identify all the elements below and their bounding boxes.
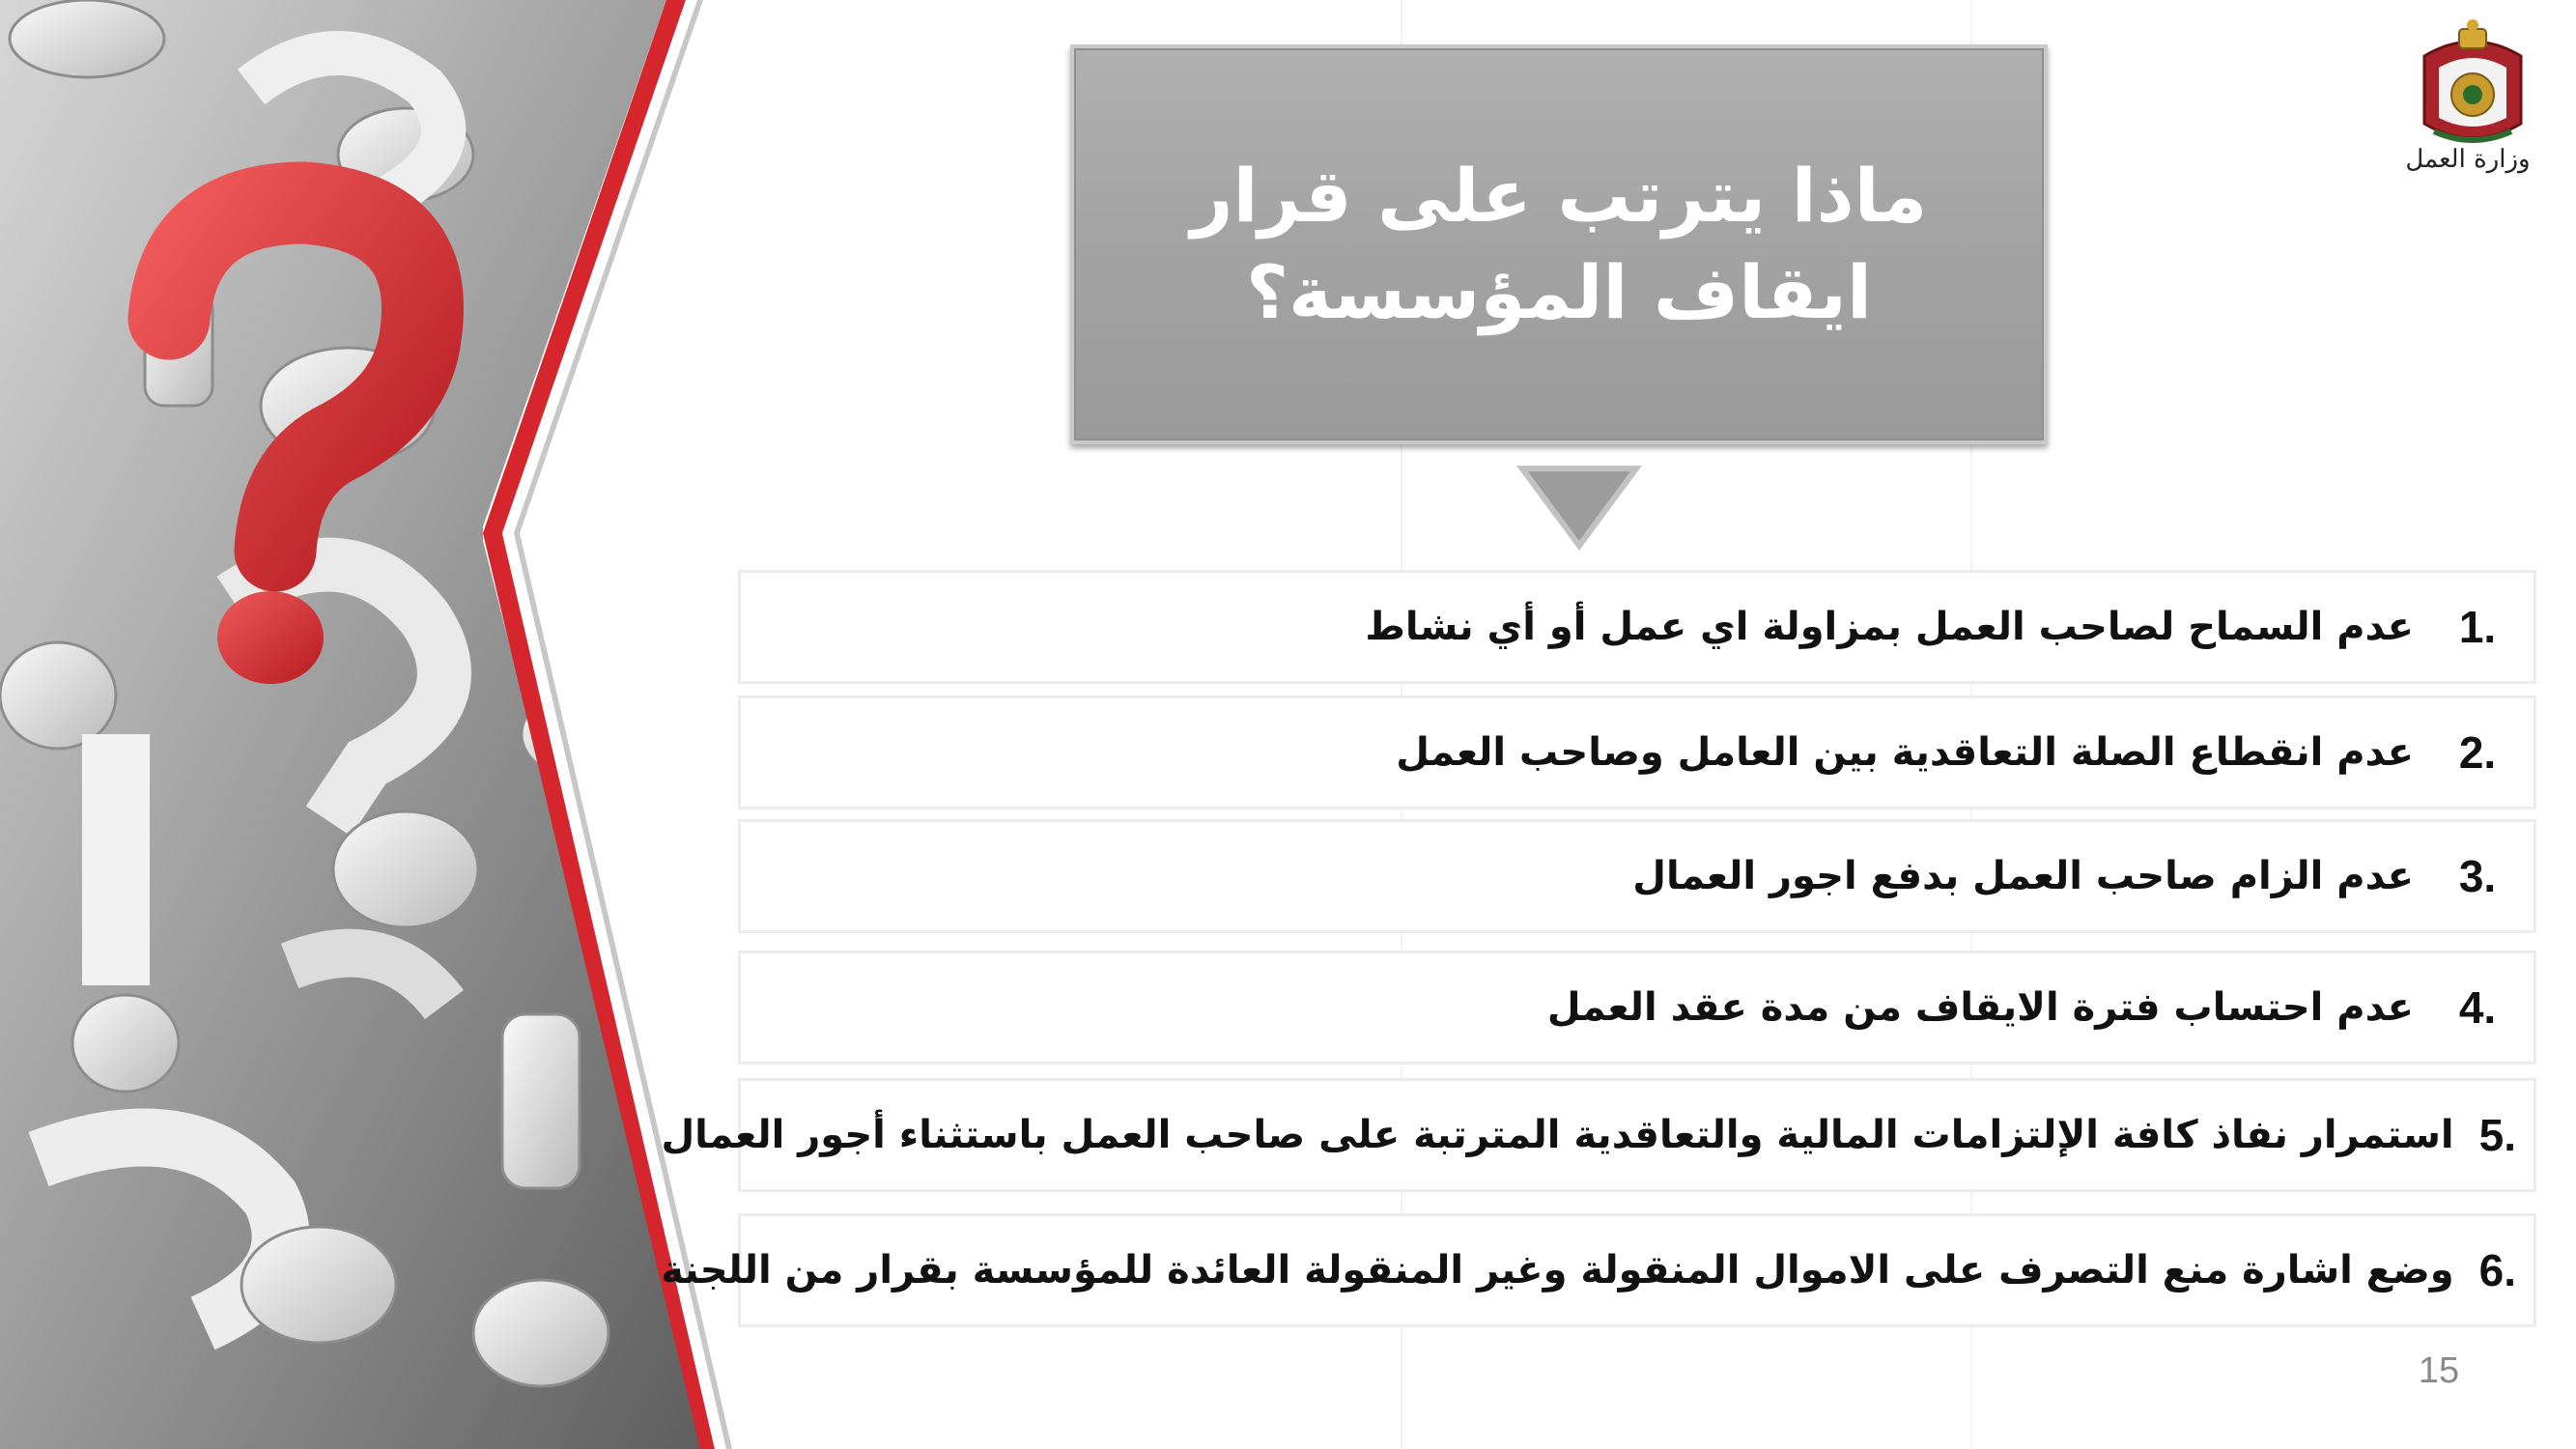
logo-caption: وزارة العمل <box>2405 145 2531 174</box>
page-number: 15 <box>2418 1350 2460 1391</box>
question-marks-image <box>0 0 734 1449</box>
title-box <box>1070 44 2048 444</box>
item-number: 2. <box>2458 727 2497 778</box>
list-item <box>738 570 2536 684</box>
list-item <box>738 819 2536 933</box>
list-item <box>661 1078 2536 1192</box>
item-text: عدم احتساب فترة الايقاف من مدة عقد العمل <box>1546 985 2414 1030</box>
item-number: 6. <box>2478 1245 2516 1295</box>
item-number: 1. <box>2458 602 2497 652</box>
item-number: 4. <box>2458 982 2497 1033</box>
page-title: ماذا يترتب على قرار ايقاف المؤسسة؟ <box>1190 153 1928 335</box>
item-text: عدم السماح لصاحب العمل بمزاولة اي عمل أو أي نشاط <box>1365 605 2414 649</box>
down-arrow-icon <box>1516 466 1642 553</box>
item-text: وضع اشارة منع التصرف على الاموال المنقولة وغير المنقولة العائدة للمؤسسة بقرار من اللجنة <box>661 1248 2454 1293</box>
list-item <box>738 696 2536 810</box>
list-item <box>738 951 2536 1065</box>
item-text: عدم الزام صاحب العمل بدفع اجور العمال <box>1632 854 2414 898</box>
item-text: استمرار نفاذ كافة الإلتزامات المالية والتعاقدية المترتبة على صاحب العمل باستثناء أجور العمال <box>661 1113 2454 1157</box>
item-text: عدم انقطاع الصلة التعاقدية بين العامل وصاحب العمل <box>1396 730 2414 775</box>
list-item <box>661 1213 2536 1327</box>
item-number: 3. <box>2458 851 2497 901</box>
item-number: 5. <box>2478 1110 2516 1160</box>
